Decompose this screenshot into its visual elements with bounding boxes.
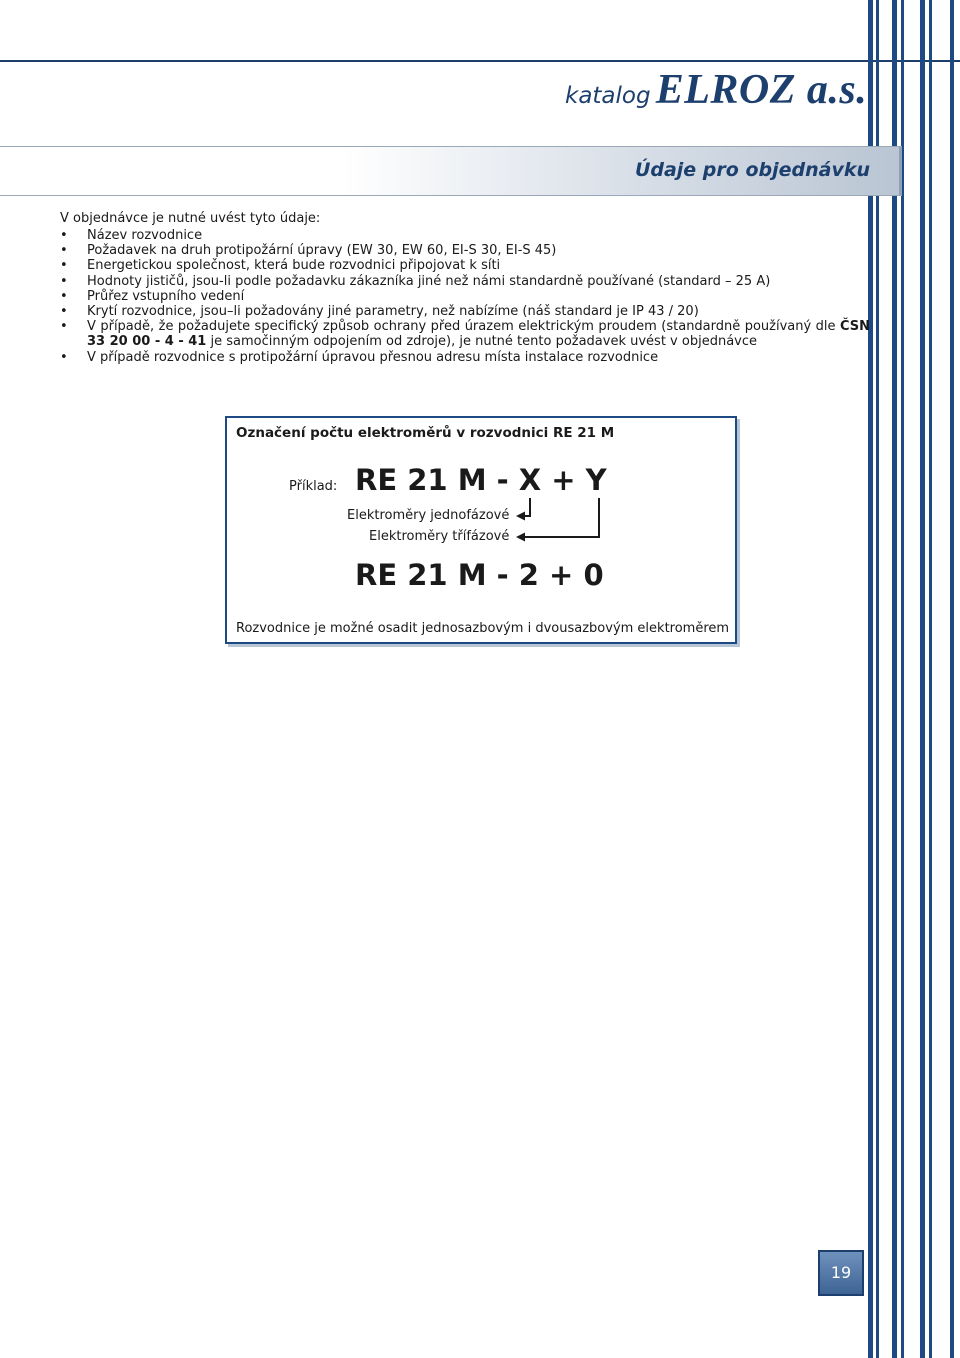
single-phase-arrow-line bbox=[518, 498, 530, 516]
list-item: • Krytí rozvodnice, jsou–li požadovány jiné parametry, než nabízíme (náš standard je IP 43 / 20) bbox=[60, 304, 870, 319]
requirements-intro: V objednávce je nutné uvést tyto údaje: bbox=[60, 211, 321, 226]
list-item-protection bbox=[60, 319, 870, 349]
edge-bar bbox=[892, 0, 897, 1358]
brand-name: ELROZ a.s. bbox=[655, 67, 868, 113]
meter-box-note: Rozvodnice je možné osadit jednosazbovým i dvousazbovým elektroměrem bbox=[236, 621, 730, 636]
edge-bar bbox=[901, 0, 904, 1358]
protection-text-before: V případě, že požadujete specifický způsob ochrany před úrazem elektrickým proudem (standardně používaný dle bbox=[87, 319, 840, 335]
list-item: • Energetickou společnost, která bude rozvodnici připojovat k síti bbox=[60, 258, 870, 273]
protection-text-after: je samočinným odpojením od zdroje), je nutné tento požadavek uvést v objednávce bbox=[206, 334, 757, 350]
page-number-badge bbox=[818, 1250, 864, 1296]
catalog-header bbox=[565, 66, 867, 114]
single-phase-arrowhead bbox=[516, 512, 525, 521]
requirements-list bbox=[60, 228, 870, 365]
meter-box-title: Označení počtu elektroměrů v rozvodnici RE 21 M bbox=[236, 425, 615, 441]
catalog-word: katalog bbox=[565, 83, 651, 109]
edge-bar bbox=[920, 0, 925, 1358]
designation-example-result: RE 21 M - 2 + 0 bbox=[355, 558, 604, 592]
page-edge-bars bbox=[868, 0, 960, 1358]
top-rule bbox=[0, 60, 960, 62]
edge-bar bbox=[868, 0, 873, 1358]
section-band bbox=[0, 146, 902, 196]
meter-designation-box bbox=[225, 416, 737, 644]
section-title: Údaje pro objednávku bbox=[634, 159, 870, 181]
list-item: • Hodnoty jističů, jsou-li podle požadavku zákazníka jiné než námi standardně používané (standard – 25 A) bbox=[60, 274, 870, 289]
example-label: Příklad: bbox=[289, 479, 338, 494]
three-phase-label: Elektroměry třífázové bbox=[369, 529, 510, 544]
list-item: • V případě rozvodnice s protipožární úpravou přesnou adresu místa instalace rozvodnice bbox=[60, 350, 870, 365]
list-item: • Požadavek na druh protipožární úpravy (EW 30, EW 60, EI-S 30, EI-S 45) bbox=[60, 243, 870, 258]
three-phase-arrowhead bbox=[516, 533, 525, 542]
single-phase-label: Elektroměry jednofázové bbox=[347, 508, 510, 523]
edge-bar bbox=[950, 0, 954, 1358]
list-item: • Název rozvodnice bbox=[60, 228, 870, 243]
three-phase-arrow-line bbox=[518, 498, 599, 537]
page-number: 19 bbox=[818, 1250, 864, 1296]
designation-formula: RE 21 M - X + Y bbox=[355, 463, 607, 497]
list-item: • Průřez vstupního vedení bbox=[60, 289, 870, 304]
edge-bar bbox=[876, 0, 879, 1358]
section-band-end bbox=[899, 147, 902, 195]
edge-bar bbox=[929, 0, 932, 1358]
standard-reference: ČSN 33 20 00 - 4 - 41 bbox=[87, 319, 870, 350]
